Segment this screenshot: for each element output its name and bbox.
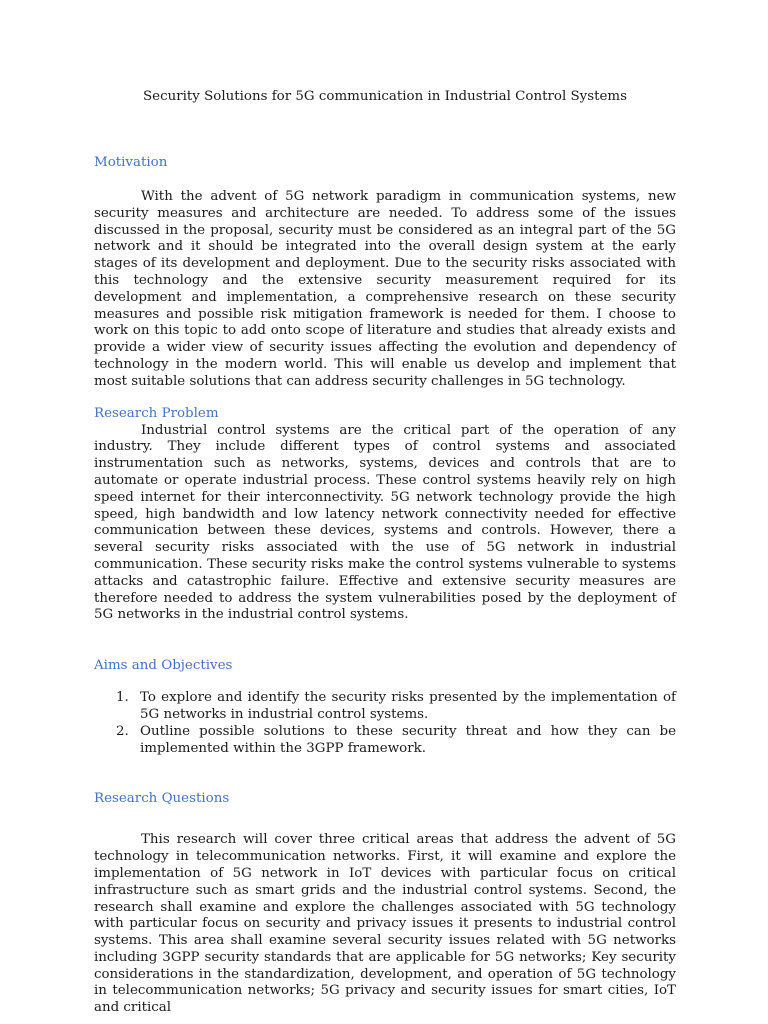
research-problem-heading: Research Problem (94, 405, 219, 421)
list-item (94, 724, 676, 758)
aims-objectives-heading: Aims and Objectives (94, 658, 233, 674)
list-item (94, 690, 676, 724)
document-title: Security Solutions for 5G communication in Industrial Control Systems (143, 89, 627, 104)
research-questions-paragraph: This research will cover three critical areas that address the advent of 5G technology in telecommunication networks. First, it will examine and explore the implementation of 5G network in IoT devices with particular focus on critical infrastructure such as smart grids and the industrial control systems. Second, the research shall examine and explore the challenges associated with 5G technology with particular focus on security and privacy issues it presents to industrial control systems. This area shall examine several security issues related with 5G networks including 3GPP security standards that are applicable for 5G networks; Key security considerations in the standardization, development, and operation of 5G technology in telecommunication networks; 5G privacy and security issues for smart cities, IoT and critical (94, 832, 676, 1016)
list-item-number: 1. (116, 690, 129, 706)
research-questions-heading: Research Questions (94, 791, 230, 807)
motivation-paragraph: With the advent of 5G network paradigm in communication systems, new security measures and architecture are needed. To address some of the issues discussed in the proposal, security must be considered as an integral part of the 5G network and it should be integrated into the overall design system at the early stages of its development and deployment. Due to the security risks associated with this technology and the extensive security measurement required for its development and implementation, a comprehensive research on these security measures and possible risk mitigation framework is needed for them. I choose to work on this topic to add onto scope of literature and studies that already exists and provide a wider view of security issues affecting the evolution and dependency of technology in the modern world. This will enable us develop and implement that most suitable solutions that can address security challenges in 5G technology. (94, 189, 676, 389)
research-problem-paragraph: Industrial control systems are the critical part of the operation of any industry. They include different types of control systems and associated instrumentation such as networks, systems, devices and controls that are to automate or operate industrial process. These control systems heavily rely on high speed internet for their interconnectivity. 5G network technology provide the high speed, high bandwidth and low latency network connectivity needed for effective communication between these devices, systems and controls. However, there a several security risks associated with the use of 5G network in industrial communication. These security risks make the control systems vulnerable to systems attacks and catastrophic failure. Effective and extensive security measures are therefore needed to address the system vulnerabilities posed by the deployment of 5G networks in the industrial control systems. (94, 422, 676, 623)
list-item-text: Outline possible solutions to these security threat and how they can be implemented within the 3GPP framework. (140, 723, 676, 756)
aims-objectives-list (94, 690, 676, 757)
list-item-text: To explore and identify the security risks presented by the implementation of 5G networks in industrial control systems. (140, 690, 676, 722)
list-item-number: 2. (116, 723, 129, 739)
motivation-heading: Motivation (94, 155, 168, 170)
